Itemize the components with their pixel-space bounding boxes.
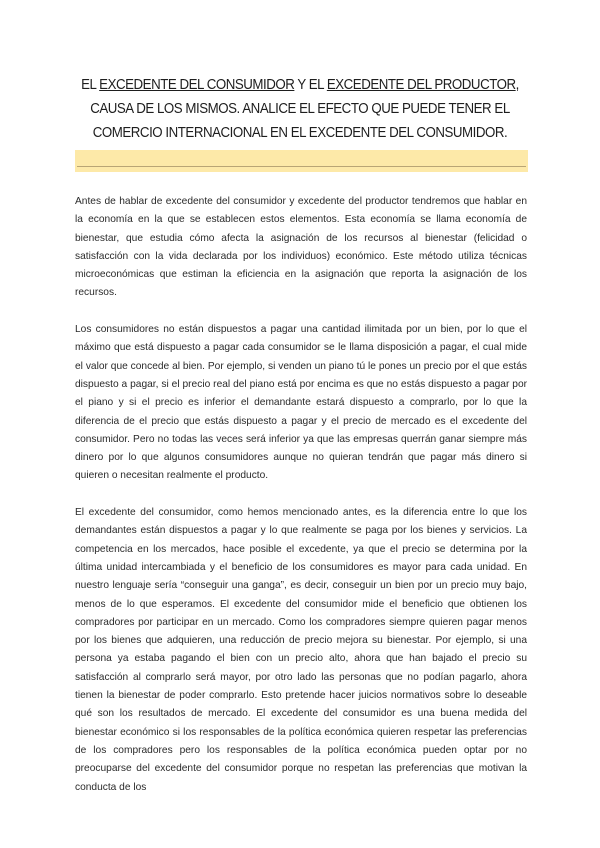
title-highlight-band bbox=[75, 150, 528, 172]
paragraph-1: Antes de hablar de excedente del consumidor y excedente del productor tendremos que hablar en la economía en la que se establecen estos elementos. Esta economía se llama economía de bienestar, que estudia cómo afecta la asignación de los recursos al bienestar (felicidad o satisfacción con la vida declarada por los individuos) económico. Este método utiliza técnicas microeconómicas que estiman la eficiencia en la asignación que reporta la asignación de los recursos. bbox=[75, 196, 527, 299]
title-underline-rule bbox=[77, 166, 526, 167]
paragraph-3: El excedente del consumidor, como hemos mencionado antes, es la diferencia entre lo que los demandantes están dispuestos a pagar y lo que realmente se paga por los bienes y servicios. La competencia en los mercados, hace posible el excedente, ya que el precio se determina por la última unidad intercambiada y el beneficio de los consumidores es mayor para cada unidad. En nuestro lenguaje sería “conseguir una ganga”, es decir, conseguir un bien por un precio muy bajo, menos de lo que esperamos. El excedente del consumidor mide el beneficio que obtienen los compradores por participar en un mercado. Como los compradores siempre quieren pagar menos por los bienes que adquieren, una reducción de precio mejora su bienestar. Por ejemplo, si una persona ya estaba pagando el bien con un precio alto, ahora que han bajado el precio su satisfacción al comprarlo será mayor, por otro lado las personas que no podían pagarlo, ahora tienen la bienestar de poder comprarlo. Esto pretende hacer juicios normativos sobre lo deseable qué son los resultados de mercado. El excedente del consumidor es una buena medida del bienestar económico si los responsables de la política económica quieren respetar las preferencias de los compradores pero los responsables de la política económica pueden optar por no preocuparse del excedente del consumidor porque no respetan las preferencias que motivan la conducta de los bbox=[75, 507, 527, 793]
title-text-3: , CAUSA DE LOS MISMOS. ANALICE EL EFECTO QUE PUEDE TENER EL COMERCIO INTERNACIONAL EN EL EXCEDENTE DEL CONSUMIDOR. bbox=[90, 77, 519, 141]
title-text-1: EL bbox=[81, 77, 100, 93]
title-underlined-consumer-surplus: EXCEDENTE DEL CONSUMIDOR bbox=[99, 77, 295, 93]
document-body bbox=[75, 193, 527, 815]
paragraph-2: Los consumidores no están dispuestos a pagar una cantidad ilimitada por un bien, por lo que el máximo que está dispuesto a pagar cada consumidor se le llama disposición a pagar, el cual mide el valor que concede al bien. Por ejemplo, si venden un piano tú le pones un precio por el que estás dispuesto a pagar, si el precio real del piano está por encima es que no estás dispuesto a pagar por el piano y si el precio es inferior el demandante estará dispuesto a comprarlo, por lo que la diferencia de el precio que estás dispuesto a pagar y el precio de mercado es el excedente del consumidor. Pero no todas las veces será inferior ya que las empresas querrán ganar siempre más dinero por lo que algunos consumidores aunque no quieran tendrán que pagar más dinero si quieren o necesitan realmente el producto. bbox=[75, 324, 527, 482]
title-underlined-producer-surplus: EXCEDENTE DEL PRODUCTOR bbox=[326, 77, 516, 93]
document-title bbox=[77, 73, 523, 145]
title-text-2: Y EL bbox=[294, 77, 327, 93]
